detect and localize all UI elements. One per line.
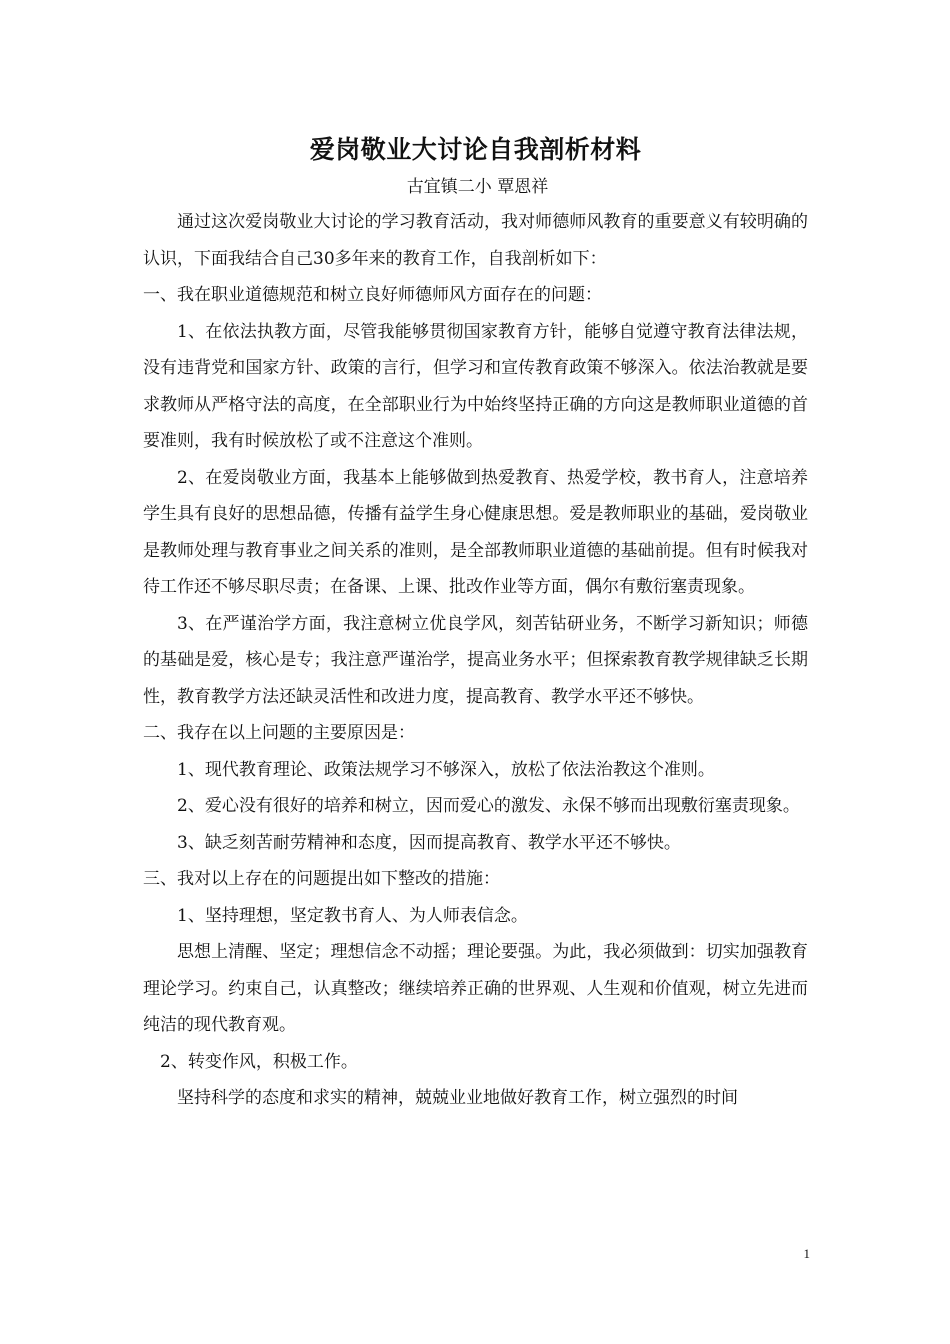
problem-paragraph-1: 1、在依法执教方面，尽管我能够贯彻国家教育方针，能够自觉遵守教育法律法规，没有违背党和国家方针、政策的言行，但学习和宣传教育政策不够深入。依法治教就是要求教师从严格守法的高度，在全部职业行为中始终坚持正确的方向这是教师职业道德的首要准则，我有时候放松了或不注意这个准则。 (143, 321, 808, 451)
measure-paragraph-2: 坚持科学的态度和求实的精神，兢兢业业地做好教育工作，树立强烈的时间 (177, 1088, 738, 1108)
document-title: 爱岗敬业大讨论自我剖析材料 (309, 135, 642, 164)
section-heading-causes: 二、我存在以上问题的主要原因是： (143, 723, 415, 743)
document-author: 古宜镇二小 覃恩祥 (406, 177, 549, 197)
cause-paragraph-1: 1、现代教育理论、政策法规学习不够深入，放松了依法治教这个准则。 (177, 759, 715, 780)
measure-heading-2: 2、转变作风，积极工作。 (160, 1051, 358, 1072)
problem-paragraph-2: 2、在爱岗敬业方面，我基本上能够做到热爱教育、热爱学校，教书育人，注意培养学生具有良好的思想品德，传播有益学生身心健康思想。爱是教师职业的基础，爱岗敬业是教师处理与教育事业之间关系的准则，是全部教师职业道德的基础前提。但有时候我对待工作还不够尽职尽责；在备课、上课、批改作业等方面，偶尔有敷衍塞责现象。 (143, 467, 808, 597)
section-heading-measures: 三、我对以上存在的问题提出如下整改的措施： (143, 869, 500, 889)
measure-paragraph-1: 思想上清醒、坚定；理想信念不动摇；理论要强。为此，我必须做到：切实加强教育理论学习。约束自己，认真整改；继续培养正确的世界观、人生观和价值观，树立先进而纯洁的现代教育观。 (143, 942, 808, 1035)
problem-paragraph-3: 3、在严谨治学方面，我注意树立优良学风，刻苦钻研业务，不断学习新知识；师德的基础是爱，核心是专；我注意严谨治学，提高业务水平；但探索教育教学规律缺乏长期性，教育教学方法还缺灵活性和改进力度，提高教育、教学水平还不够快。 (143, 613, 808, 707)
cause-paragraph-3: 3、缺乏刻苦耐劳精神和态度，因而提高教育、教学水平还不够快。 (177, 832, 681, 853)
intro-paragraph: 通过这次爱岗敬业大讨论的学习教育活动，我对师德师风教育的重要意义有较明确的认识，下面我结合自己30多年来的教育工作，自我剖析如下： (143, 212, 808, 269)
section-heading-problems: 一、我在职业道德规范和树立良好师德师风方面存在的问题： (143, 285, 602, 305)
cause-paragraph-2: 2、爱心没有很好的培养和树立，因而爱心的激发、永保不够而出现敷衍塞责现象。 (177, 796, 800, 816)
page-number: 1 (803, 1246, 810, 1261)
measure-heading-1: 1、坚持理想，坚定教书育人、为人师表信念。 (177, 905, 528, 926)
document-body (143, 128, 808, 1117)
